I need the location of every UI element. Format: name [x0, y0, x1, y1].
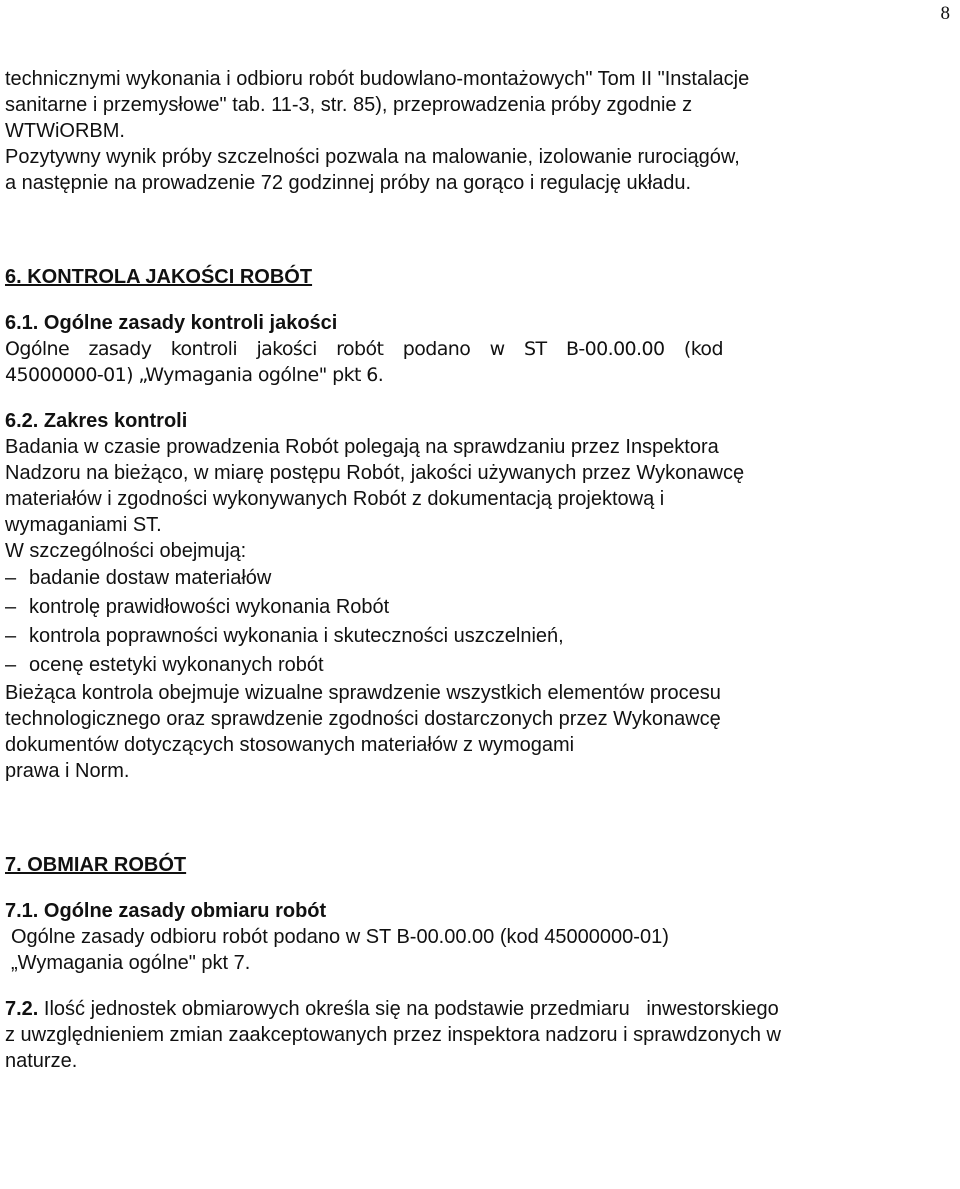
- paragraph-line: dokumentów dotyczących stosowanych materiałów z wymogami: [5, 734, 575, 756]
- paragraph-line: wymaganiami ST.: [5, 514, 162, 536]
- section-7-1-paragraph: [5, 924, 957, 976]
- list-item-text: badanie dostaw materiałów: [29, 567, 272, 589]
- section-7-2-paragraph: [5, 996, 957, 1074]
- paragraph-line: materiałów i zgodności wykonywanych Robót z dokumentacją projektową i: [5, 488, 665, 510]
- section-7-1-heading: 7.1. Ogólne zasady obmiaru robót: [5, 900, 327, 922]
- list-item-text: ocenę estetyki wykonanych robót: [29, 654, 324, 676]
- paragraph-line: [5, 996, 957, 1022]
- paragraph-line: technologicznego oraz sprawdzenie zgodności dostarczonych przez Wykonawcę: [5, 708, 721, 730]
- section-6-heading: 6. KONTROLA JAKOŚCI ROBÓT: [5, 266, 313, 288]
- paragraph-line: Ogólne zasady odbioru robót podano w ST B-00.00.00 (kod 45000000-01): [11, 926, 669, 948]
- section-6-1-heading: 6.1. Ogólne zasady kontroli jakości: [5, 312, 338, 334]
- section-7-2-number: 7.2.: [5, 998, 39, 1020]
- paragraph-line: prawa i Norm.: [5, 760, 130, 782]
- list-item-text: kontrolę prawidłowości wykonania Robót: [29, 596, 390, 618]
- scope-list: [5, 564, 957, 680]
- list-intro: W szczególności obejmują:: [5, 540, 247, 562]
- intro-line: technicznymi wykonania i odbioru robót budowlano-montażowych" Tom II "Instalacje: [5, 68, 750, 90]
- paragraph-line: 45000000-01) „Wymagania ogólne" pkt 6.: [5, 364, 384, 386]
- paragraph-line: Ogólne zasady kontroli jakości robót podano w ST B-00.00.00 (kod: [5, 338, 723, 360]
- section-6-2-paragraph: [5, 434, 957, 538]
- dash-bullet: –: [5, 567, 17, 589]
- list-item: [5, 622, 957, 651]
- section-6-1-paragraph: [5, 336, 957, 388]
- paragraph-line: Bieżąca kontrola obejmuje wizualne sprawdzenie wszystkich elementów procesu: [5, 682, 721, 704]
- section-6-2-heading: 6.2. Zakres kontroli: [5, 410, 188, 432]
- dash-bullet: –: [5, 596, 17, 618]
- intro-line: sanitarne i przemysłowe" tab. 11-3, str. 85), przeprowadzenia próby zgodnie z: [5, 94, 693, 116]
- paragraph-line: „Wymagania ogólne" pkt 7.: [11, 952, 251, 974]
- intro-line: Pozytywny wynik próby szczelności pozwala na malowanie, izolowanie rurociągów,: [5, 146, 740, 168]
- list-item: [5, 564, 957, 593]
- list-item: [5, 593, 957, 622]
- paragraph-line: z uwzględnieniem zmian zaakceptowanych przez inspektora nadzoru i sprawdzonych w: [5, 1024, 781, 1046]
- intro-line: WTWiORBM.: [5, 120, 125, 142]
- section-7-heading: 7. OBMIAR ROBÓT: [5, 854, 187, 876]
- list-item-text: kontrola poprawności wykonania i skuteczności uszczelnień,: [29, 625, 564, 647]
- paragraph-line: Badania w czasie prowadzenia Robót polegają na sprawdzaniu przez Inspektora: [5, 436, 719, 458]
- paragraph-line: naturze.: [5, 1050, 78, 1072]
- document-body: [5, 66, 957, 1074]
- page-number: 8: [940, 3, 950, 24]
- intro-paragraph: [5, 66, 957, 196]
- paragraph-line: Nadzoru na bieżąco, w miarę postępu Robót, jakości używanych przez Wykonawcę: [5, 462, 745, 484]
- dash-bullet: –: [5, 654, 17, 676]
- dash-bullet: –: [5, 625, 17, 647]
- closing-paragraph: [5, 680, 957, 784]
- intro-line: a następnie na prowadzenie 72 godzinnej próby na gorąco i regulację układu.: [5, 172, 692, 194]
- paragraph-text: Ilość jednostek obmiarowych określa się na podstawie przedmiaru inwestorskiego: [38, 998, 779, 1020]
- list-item: [5, 651, 957, 680]
